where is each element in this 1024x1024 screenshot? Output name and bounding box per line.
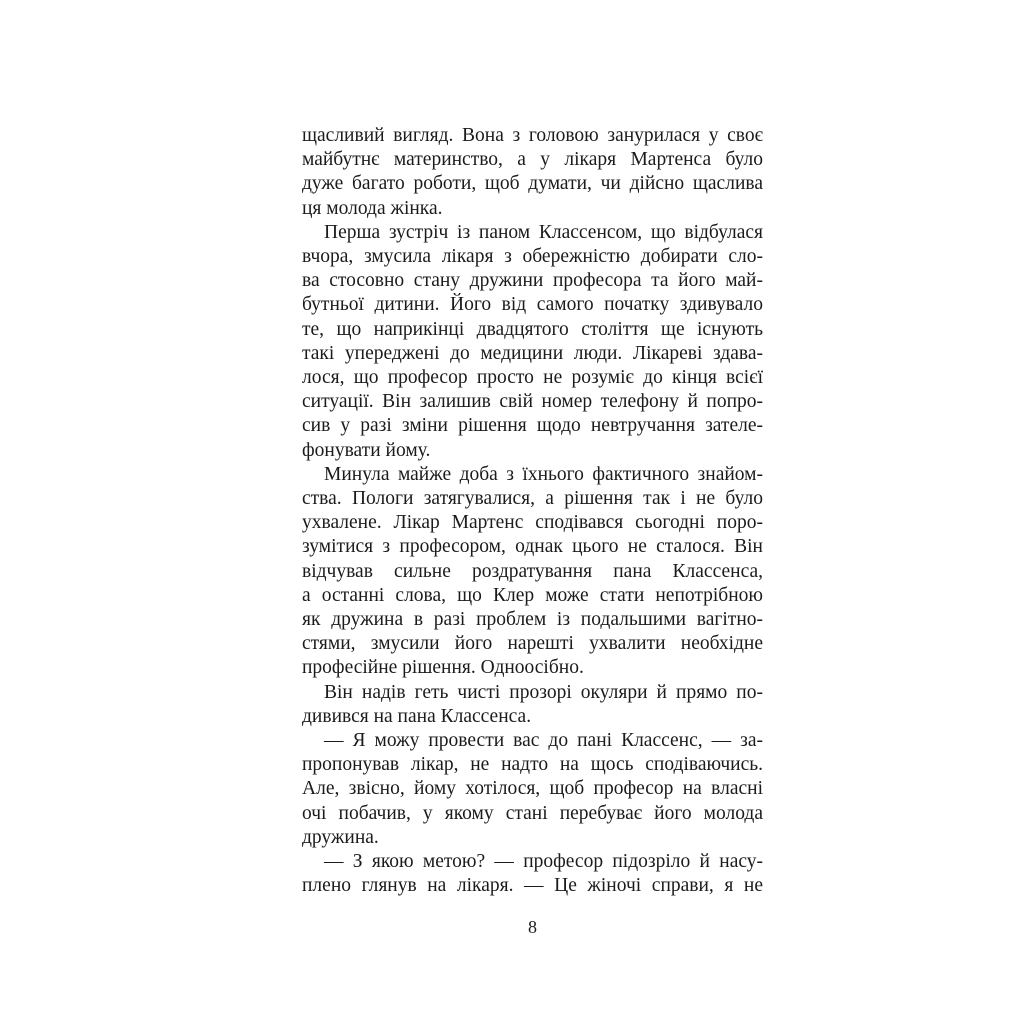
text-line: дивився на пана Классенса. (302, 705, 532, 727)
text-line: ва стосовно стану дружини професора та його май- (302, 270, 763, 292)
text-line: фонувати йому. (302, 439, 431, 461)
page-number: 8 (528, 917, 537, 937)
text-line: ситуації. Він залишив свій номер телефону й попро- (302, 391, 763, 413)
paragraph (302, 221, 763, 463)
text-line: зумітися з професором, однак цього не сталося. Він (302, 536, 763, 558)
text-line: сив у разі зміни рішення щодо невтручання зателе- (302, 415, 763, 437)
text-line: відчував сильне роздратування пана Классенса, (302, 560, 763, 582)
text-line: ця молода жінка. (302, 197, 443, 219)
text-line: пропонував лікар, не надто на щось сподіваючись. (302, 754, 763, 776)
text-line: щасливий вигляд. Вона з головою занурилася у своє (302, 125, 763, 146)
text-line: стями, змусили його нарешті ухвалити необхідне (302, 633, 763, 655)
text-line: Він надів геть чисті прозорі окуляри й прямо по- (324, 681, 763, 703)
text-line: дружина. (302, 826, 379, 848)
paragraph (302, 729, 763, 850)
text-line: плено глянув на лікаря. — Це жіночі справи, я не (302, 875, 763, 897)
text-line: очі побачив, у якому стані перебуває його молода (302, 802, 763, 824)
text-line: те, що наприкінці двадцятого століття ще існують (302, 318, 763, 340)
text-line: як дружина в разі проблем із подальшими вагітно- (302, 609, 763, 631)
text-line: бутньої дитини. Його від самого початку здивувало (302, 294, 763, 316)
text-line: такі упереджені до медицини люди. Лікареві здава- (302, 342, 763, 364)
text-line: майбутнє материнство, а у лікаря Мартенса було (302, 149, 763, 171)
text-line: Минула майже доба з їхнього фактичного знайом- (324, 463, 763, 485)
text-line: дуже багато роботи, щоб думати, чи дійсно щаслива (302, 173, 763, 195)
paragraph (302, 463, 763, 681)
text-line: Але, звісно, йому хотілося, щоб професор на власні (302, 778, 763, 800)
paragraph (302, 850, 763, 898)
paragraph (302, 681, 763, 729)
text-line: а останні слова, що Клер може стати непотрібною (302, 584, 763, 606)
text-line: ства. Пологи затягувалися, а рішення так і не було (302, 488, 763, 510)
text-line: — З якою метою? — професор підозріло й насу- (324, 851, 763, 873)
text-line: лося, що професор просто не розуміє до кінця всієї (302, 367, 763, 389)
text-line: професійне рішення. Одноосібно. (302, 657, 584, 679)
paragraph (302, 124, 763, 221)
text-line: вчора, змусила лікаря з обережністю добирати сло- (302, 246, 763, 268)
text-line: — Я можу провести вас до пані Классенс, — за- (324, 730, 763, 752)
text-line: Перша зустріч із паном Классенсом, що відбулася (324, 221, 763, 243)
page-text-block (302, 124, 763, 899)
text-line: ухвалене. Лікар Мартенс сподівався сьогодні поро- (302, 512, 763, 534)
